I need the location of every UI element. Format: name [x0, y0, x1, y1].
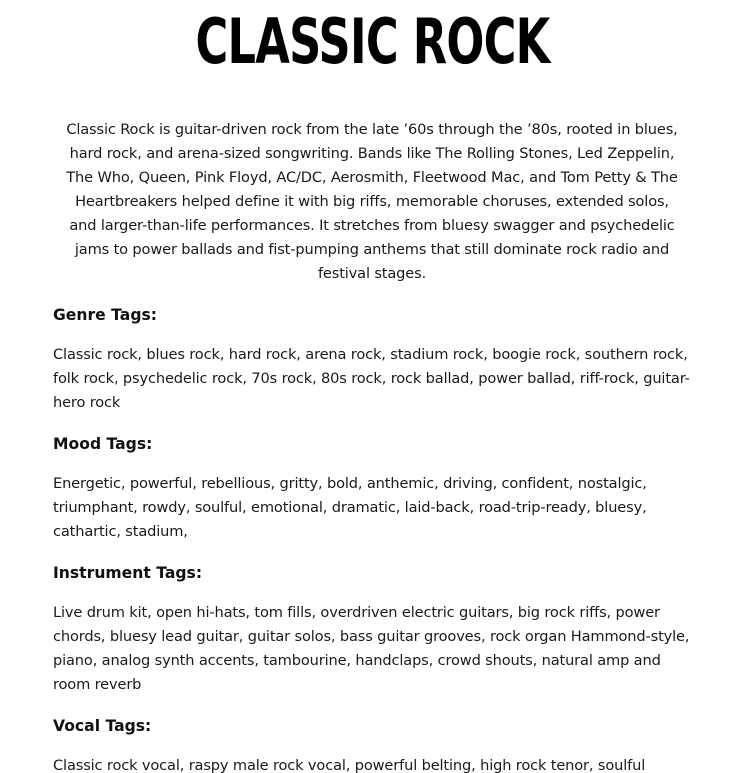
intro-paragraph: Classic Rock is guitar-driven rock from the late ’60s through the ’80s, rooted in blues, hard rock, and arena-sized songwriting. Bands like The Rolling Stones, Led Zeppelin, The Who, Queen, Pink Floyd, AC/DC, Aerosmith, Fleetwood Mac, and Tom Petty & The Heartbreakers helped define it with big riffs, memorable choruses, extended solos, and larger-than-life performances. It stretches from bluesy swagger and psychedelic jams to power ballads and fist-pumping anthems that still dominate rock radio and festival stages.: [66, 121, 678, 282]
instrument-tags-heading: Instrument Tags:: [53, 564, 203, 582]
mood-tags-text: Energetic, powerful, rebellious, gritty, bold, anthemic, driving, confident, nostalgic, triumphant, rowdy, soulful, emotional, dramatic, laid-back, road-trip-ready, bluesy, cathartic, stadium,: [53, 475, 647, 540]
document-title: CLASSIC ROCK: [195, 5, 550, 78]
genre-tags-text: Classic rock, blues rock, hard rock, arena rock, stadium rock, boogie rock, southern rock, folk rock, psychedelic rock, 70s rock, 80s rock, rock ballad, power ballad, riff-rock, guitar-hero rock: [53, 346, 690, 411]
vocal-tags-heading: Vocal Tags:: [53, 717, 152, 735]
mood-tags-heading: Mood Tags:: [53, 435, 153, 453]
genre-tags-heading: Genre Tags:: [53, 306, 158, 324]
vocal-tags-text: Classic rock vocal, raspy male rock vocal, powerful belting, high rock tenor, soulful: [53, 757, 646, 773]
instrument-tags-text: Live drum kit, open hi-hats, tom fills, overdriven electric guitars, big rock riffs, power chords, bluesy lead guitar, guitar solos, bass guitar grooves, rock organ Hammond-style, piano, analog synth accents, tambourine, handclaps, crowd shouts, natural amp and room reverb: [53, 604, 690, 693]
